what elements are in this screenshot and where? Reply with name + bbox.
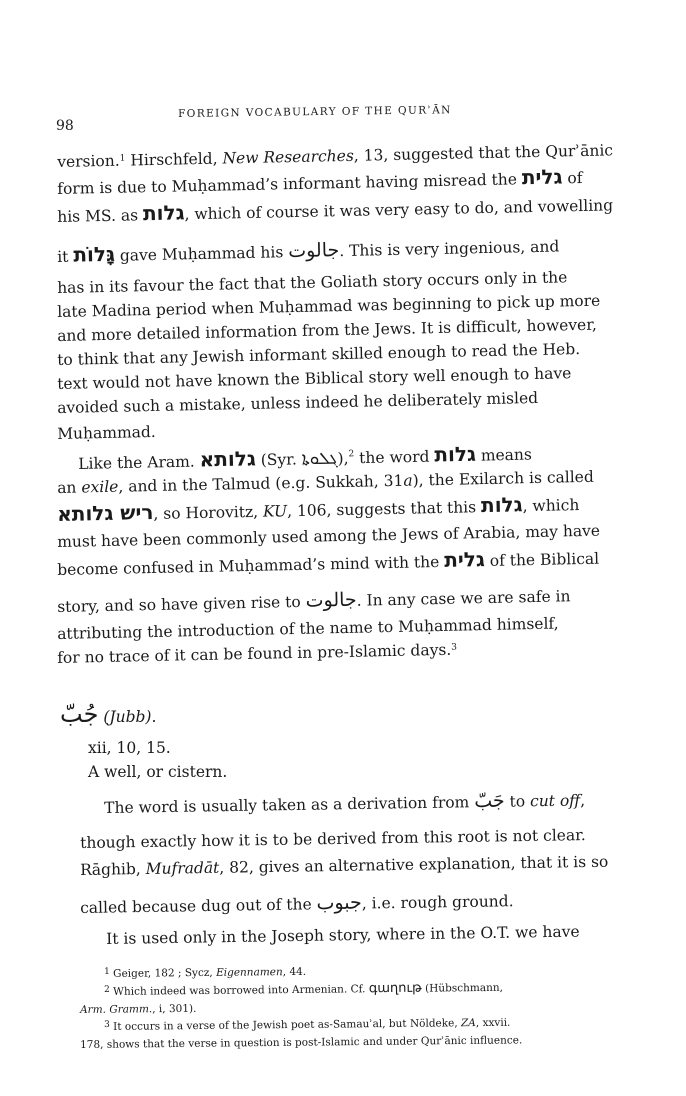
para1-line-2: form is due to Muḥammad’s informant having misread the גלית of [57,164,583,198]
arabic-word: جَبّ [474,789,505,813]
para2-line-2: an exile, and in the Talmud (e.g. Sukkah, 31a), the Exilarch is called [57,467,594,497]
footnote-3: $^3$ It occurs in a verse of the Jewish poet as-Samauʾal, but Nöldeke, ZA, xxvii. [104,1016,511,1033]
para2-line-6: story, and so have given rise to جالوت. In any case we are safe in [57,587,571,616]
entry-reference: xii, 10, 15. [88,739,171,757]
hebrew-word: גלות [434,441,477,467]
entry-headword [60,700,157,728]
para1-line-7: and more detailed information from the Jews. It is difficult, however, [57,315,598,345]
hebrew-word: גלית [443,547,486,572]
para1-line-3: his MS. as גלות, which of course it was very easy to do, and vowelling [57,196,614,226]
arabic-word: جالوت [305,588,357,612]
entry-line-3: Rāghib, Mufradāt, 82, gives an alternative explanation, that it is so [80,852,609,879]
para1-line-10: avoided such a mistake, unless indeed he deliberately misled [57,388,539,417]
footnote-2: $^2$ Which indeed was borrowed into Armenian. Cf. գաղութ (Hübschmann, [104,980,504,998]
para2-line-3: ריש גלותא, so Horovitz, KU, 106, suggests that this גלות, which [56,492,580,526]
hebrew-word: גלות [480,492,523,518]
entry-line-4: called because dug out of the جبوب, i.e. rough ground. [80,891,514,917]
para1-line-4: it גָּלוֺת gave Muḥammad his جالوت. This is very ingenious, and [57,237,560,267]
footnote-ref-3: 3 [451,642,458,653]
syriac-word: ܓܠܘܬܐ [301,448,338,470]
hebrew-word: גלית [521,164,563,190]
para1-line-8: to think that any Jewish informant skilled enough to read the Heb. [57,340,581,369]
footnote-3-cont: 178, shows that the verse in question is post-Islamic and under Qurʾānic influence. [80,1034,523,1051]
aramaic-phrase: ריש גלותא [56,499,154,526]
armenian-word: գաղութ [368,980,422,997]
footnote-1: $^1$ Geiger, 182 ; Sycz, Eigennamen, 44. [104,965,307,980]
page-number: 98 [56,118,74,134]
para1-line-9: text would not have known the Biblical story well enough to have [57,364,572,393]
para2-line-1: Like the Aram. גלותא (Syr. ܓܠܘܬܐ),$^2$ the word גלות means [78,441,533,473]
para2-line-8: for no trace of it can be found in pre-Islamic days.$^3$ [57,640,458,667]
entry-line-5: It is used only in the Joseph story, where in the O.T. we have [106,922,580,948]
arabic-word: جالوت [287,239,340,263]
hebrew-word: גָּלוֺת [73,241,116,267]
para2-line-4: must have been commonly used among the Jews of Arabia, may have [57,521,601,551]
hebrew-word: גלות [142,200,185,226]
entry-gloss: A well, or cistern. [88,763,228,781]
footnote-ref-2: 2 [348,449,355,460]
para2-line-7: attributing the introduction of the name to Muḥammad himself, [57,614,559,643]
headword-translit: (Jubb). [103,708,157,726]
para1-line-1: version.$^1$ Hirschfeld, New Researches, 13, suggested that the Qurʾānic [57,141,614,171]
running-title: FOREIGN VOCABULARY OF THE QURʾĀN [178,104,452,120]
entry-line-1: The word is usually taken as a derivation from جَبّ to cut off, [104,789,586,817]
footnote-2-cont: Arm. Gramm., i, 301). [80,1002,197,1016]
para1-line-11: Muḥammad. [57,422,156,443]
arabic-headword: جُبّ [60,700,99,728]
entry-line-2: though exactly how it is to be derived from this root is not clear. [80,826,586,852]
para1-line-6: late Madina period when Muḥammad was beginning to pick up more [57,291,601,321]
para1-line-5: has in its favour the fact that the Goliath story occurs only in the [57,268,568,297]
arabic-word: جبوب [316,891,362,915]
aramaic-word: גלותא [199,446,256,472]
footnote-ref-1: 1 [119,153,126,164]
para2-line-5: become confused in Muḥammad’s mind with the גלית of the Biblical [57,547,600,579]
